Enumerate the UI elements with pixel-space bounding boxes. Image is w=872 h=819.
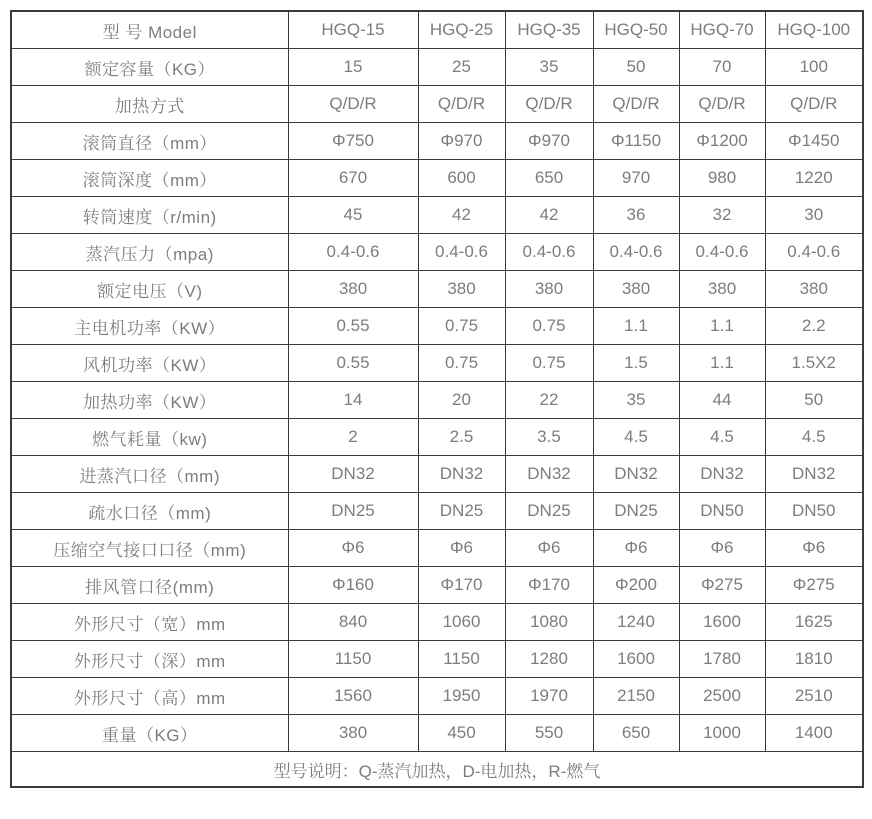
model-header-cell: HGQ-35 [505, 11, 593, 49]
spec-value-cell: 2150 [593, 678, 679, 715]
spec-value-cell: 0.4-0.6 [593, 234, 679, 271]
spec-value-cell: DN25 [418, 493, 505, 530]
spec-value-cell: 14 [288, 382, 418, 419]
spec-value-cell: 1560 [288, 678, 418, 715]
spec-row [11, 86, 863, 123]
spec-row-label: 进蒸汽口径（mm) [11, 456, 288, 493]
model-header-cell: HGQ-70 [679, 11, 765, 49]
spec-value-cell: 0.75 [418, 308, 505, 345]
spec-row [11, 382, 863, 419]
spec-row-label: 滚筒深度（mm） [11, 160, 288, 197]
spec-value-cell: 2.2 [765, 308, 863, 345]
spec-row [11, 715, 863, 752]
spec-value-cell: DN50 [679, 493, 765, 530]
spec-value-cell: 0.75 [418, 345, 505, 382]
spec-table [10, 10, 864, 788]
spec-value-cell: 1.1 [593, 308, 679, 345]
spec-value-cell: 550 [505, 715, 593, 752]
spec-value-cell: DN32 [505, 456, 593, 493]
spec-value-cell: 35 [505, 49, 593, 86]
spec-value-cell: Φ6 [505, 530, 593, 567]
spec-value-cell: 4.5 [593, 419, 679, 456]
spec-value-cell: Φ1450 [765, 123, 863, 160]
spec-row [11, 160, 863, 197]
spec-value-cell: 1150 [288, 641, 418, 678]
spec-value-cell: 35 [593, 382, 679, 419]
spec-value-cell: DN32 [288, 456, 418, 493]
spec-value-cell: 36 [593, 197, 679, 234]
spec-value-cell: Φ970 [505, 123, 593, 160]
spec-value-cell: 4.5 [765, 419, 863, 456]
spec-row-label: 蒸汽压力（mpa) [11, 234, 288, 271]
spec-value-cell: 1600 [679, 604, 765, 641]
spec-row [11, 456, 863, 493]
spec-value-cell: 1810 [765, 641, 863, 678]
spec-value-cell: 0.55 [288, 345, 418, 382]
spec-value-cell: DN32 [765, 456, 863, 493]
spec-row [11, 308, 863, 345]
spec-value-cell: 1150 [418, 641, 505, 678]
spec-value-cell: 970 [593, 160, 679, 197]
spec-value-cell: 1280 [505, 641, 593, 678]
spec-row [11, 345, 863, 382]
spec-value-cell: Q/D/R [679, 86, 765, 123]
spec-value-cell: 50 [593, 49, 679, 86]
spec-value-cell: 42 [418, 197, 505, 234]
spec-value-cell: 450 [418, 715, 505, 752]
spec-value-cell: 600 [418, 160, 505, 197]
spec-row-label: 外形尺寸（高）mm [11, 678, 288, 715]
spec-value-cell: 980 [679, 160, 765, 197]
spec-value-cell: 1.5 [593, 345, 679, 382]
spec-row [11, 49, 863, 86]
spec-value-cell: 380 [679, 271, 765, 308]
spec-value-cell: Φ6 [593, 530, 679, 567]
spec-row [11, 271, 863, 308]
spec-row-label: 额定容量（KG） [11, 49, 288, 86]
spec-value-cell: Q/D/R [418, 86, 505, 123]
model-row-label: 型 号 Model [11, 11, 288, 49]
spec-value-cell: 650 [593, 715, 679, 752]
spec-row [11, 234, 863, 271]
spec-row-label: 滚筒直径（mm） [11, 123, 288, 160]
spec-value-cell: DN25 [505, 493, 593, 530]
model-header-cell: HGQ-25 [418, 11, 505, 49]
spec-value-cell: 1625 [765, 604, 863, 641]
spec-value-cell: DN25 [288, 493, 418, 530]
spec-row [11, 493, 863, 530]
spec-value-cell: 1080 [505, 604, 593, 641]
spec-row-label: 主电机功率（KW） [11, 308, 288, 345]
spec-row [11, 197, 863, 234]
spec-value-cell: Φ1150 [593, 123, 679, 160]
spec-value-cell: 380 [593, 271, 679, 308]
spec-row [11, 530, 863, 567]
spec-value-cell: Q/D/R [505, 86, 593, 123]
spec-value-cell: 2500 [679, 678, 765, 715]
spec-value-cell: 670 [288, 160, 418, 197]
spec-value-cell: 22 [505, 382, 593, 419]
spec-row-label: 燃气耗量（kw) [11, 419, 288, 456]
spec-row-label: 转筒速度（r/min) [11, 197, 288, 234]
spec-value-cell: 0.4-0.6 [679, 234, 765, 271]
spec-value-cell: DN50 [765, 493, 863, 530]
spec-value-cell: 1.1 [679, 308, 765, 345]
spec-value-cell: 4.5 [679, 419, 765, 456]
spec-value-cell: 1000 [679, 715, 765, 752]
header-row [11, 11, 863, 49]
spec-value-cell: 380 [505, 271, 593, 308]
spec-value-cell: 1060 [418, 604, 505, 641]
spec-value-cell: Φ200 [593, 567, 679, 604]
spec-row [11, 567, 863, 604]
model-header-cell: HGQ-50 [593, 11, 679, 49]
spec-value-cell: 0.55 [288, 308, 418, 345]
spec-row [11, 123, 863, 160]
spec-value-cell: 1.1 [679, 345, 765, 382]
spec-value-cell: 0.75 [505, 345, 593, 382]
spec-row-label: 外形尺寸（宽）mm [11, 604, 288, 641]
model-header-cell: HGQ-100 [765, 11, 863, 49]
footer-row [11, 752, 863, 788]
spec-value-cell: Q/D/R [288, 86, 418, 123]
spec-value-cell: Q/D/R [765, 86, 863, 123]
spec-value-cell: Φ170 [418, 567, 505, 604]
spec-value-cell: Φ6 [765, 530, 863, 567]
spec-value-cell: 2510 [765, 678, 863, 715]
spec-value-cell: Φ1200 [679, 123, 765, 160]
spec-value-cell: 20 [418, 382, 505, 419]
spec-row-label: 加热方式 [11, 86, 288, 123]
spec-value-cell: 0.4-0.6 [418, 234, 505, 271]
spec-row [11, 678, 863, 715]
spec-value-cell: 3.5 [505, 419, 593, 456]
spec-value-cell: 1400 [765, 715, 863, 752]
spec-value-cell: 380 [765, 271, 863, 308]
spec-value-cell: 1.5X2 [765, 345, 863, 382]
spec-row-label: 外形尺寸（深）mm [11, 641, 288, 678]
spec-row-label: 额定电压（V) [11, 271, 288, 308]
spec-value-cell: 1600 [593, 641, 679, 678]
spec-value-cell: 45 [288, 197, 418, 234]
spec-value-cell: 42 [505, 197, 593, 234]
spec-value-cell: Φ275 [679, 567, 765, 604]
spec-value-cell: 15 [288, 49, 418, 86]
spec-value-cell: 100 [765, 49, 863, 86]
spec-value-cell: Φ970 [418, 123, 505, 160]
spec-value-cell: 380 [288, 715, 418, 752]
spec-value-cell: 25 [418, 49, 505, 86]
spec-row-label: 风机功率（KW） [11, 345, 288, 382]
spec-value-cell: 1970 [505, 678, 593, 715]
spec-value-cell: 650 [505, 160, 593, 197]
spec-value-cell: 380 [418, 271, 505, 308]
spec-value-cell: DN25 [593, 493, 679, 530]
spec-value-cell: 2 [288, 419, 418, 456]
spec-value-cell: Φ6 [418, 530, 505, 567]
spec-value-cell: 30 [765, 197, 863, 234]
spec-value-cell: 44 [679, 382, 765, 419]
spec-row [11, 641, 863, 678]
spec-row-label: 压缩空气接口口径（mm) [11, 530, 288, 567]
spec-value-cell: 1780 [679, 641, 765, 678]
spec-value-cell: 32 [679, 197, 765, 234]
spec-value-cell: Φ160 [288, 567, 418, 604]
spec-value-cell: 1240 [593, 604, 679, 641]
spec-row [11, 419, 863, 456]
spec-value-cell: 0.4-0.6 [505, 234, 593, 271]
spec-value-cell: DN32 [418, 456, 505, 493]
spec-value-cell: 1950 [418, 678, 505, 715]
spec-value-cell: Φ6 [288, 530, 418, 567]
spec-value-cell: 50 [765, 382, 863, 419]
spec-value-cell: Φ275 [765, 567, 863, 604]
spec-value-cell: Φ750 [288, 123, 418, 160]
spec-value-cell: 840 [288, 604, 418, 641]
model-header-cell: HGQ-15 [288, 11, 418, 49]
spec-value-cell: 0.4-0.6 [765, 234, 863, 271]
spec-value-cell: 70 [679, 49, 765, 86]
spec-row-label: 疏水口径（mm) [11, 493, 288, 530]
spec-value-cell: Q/D/R [593, 86, 679, 123]
spec-value-cell: DN32 [593, 456, 679, 493]
model-legend-text: 型号说明：Q-蒸汽加热，D-电加热，R-燃气 [11, 752, 863, 788]
spec-sheet [10, 10, 862, 788]
spec-row-label: 排风管口径(mm) [11, 567, 288, 604]
spec-value-cell: Φ170 [505, 567, 593, 604]
spec-value-cell: 0.75 [505, 308, 593, 345]
spec-row-label: 加热功率（KW） [11, 382, 288, 419]
spec-row-label: 重量（KG） [11, 715, 288, 752]
spec-value-cell: DN32 [679, 456, 765, 493]
spec-value-cell: Φ6 [679, 530, 765, 567]
spec-value-cell: 2.5 [418, 419, 505, 456]
spec-value-cell: 380 [288, 271, 418, 308]
spec-row [11, 604, 863, 641]
spec-value-cell: 0.4-0.6 [288, 234, 418, 271]
spec-value-cell: 1220 [765, 160, 863, 197]
spec-table-body [11, 11, 863, 787]
